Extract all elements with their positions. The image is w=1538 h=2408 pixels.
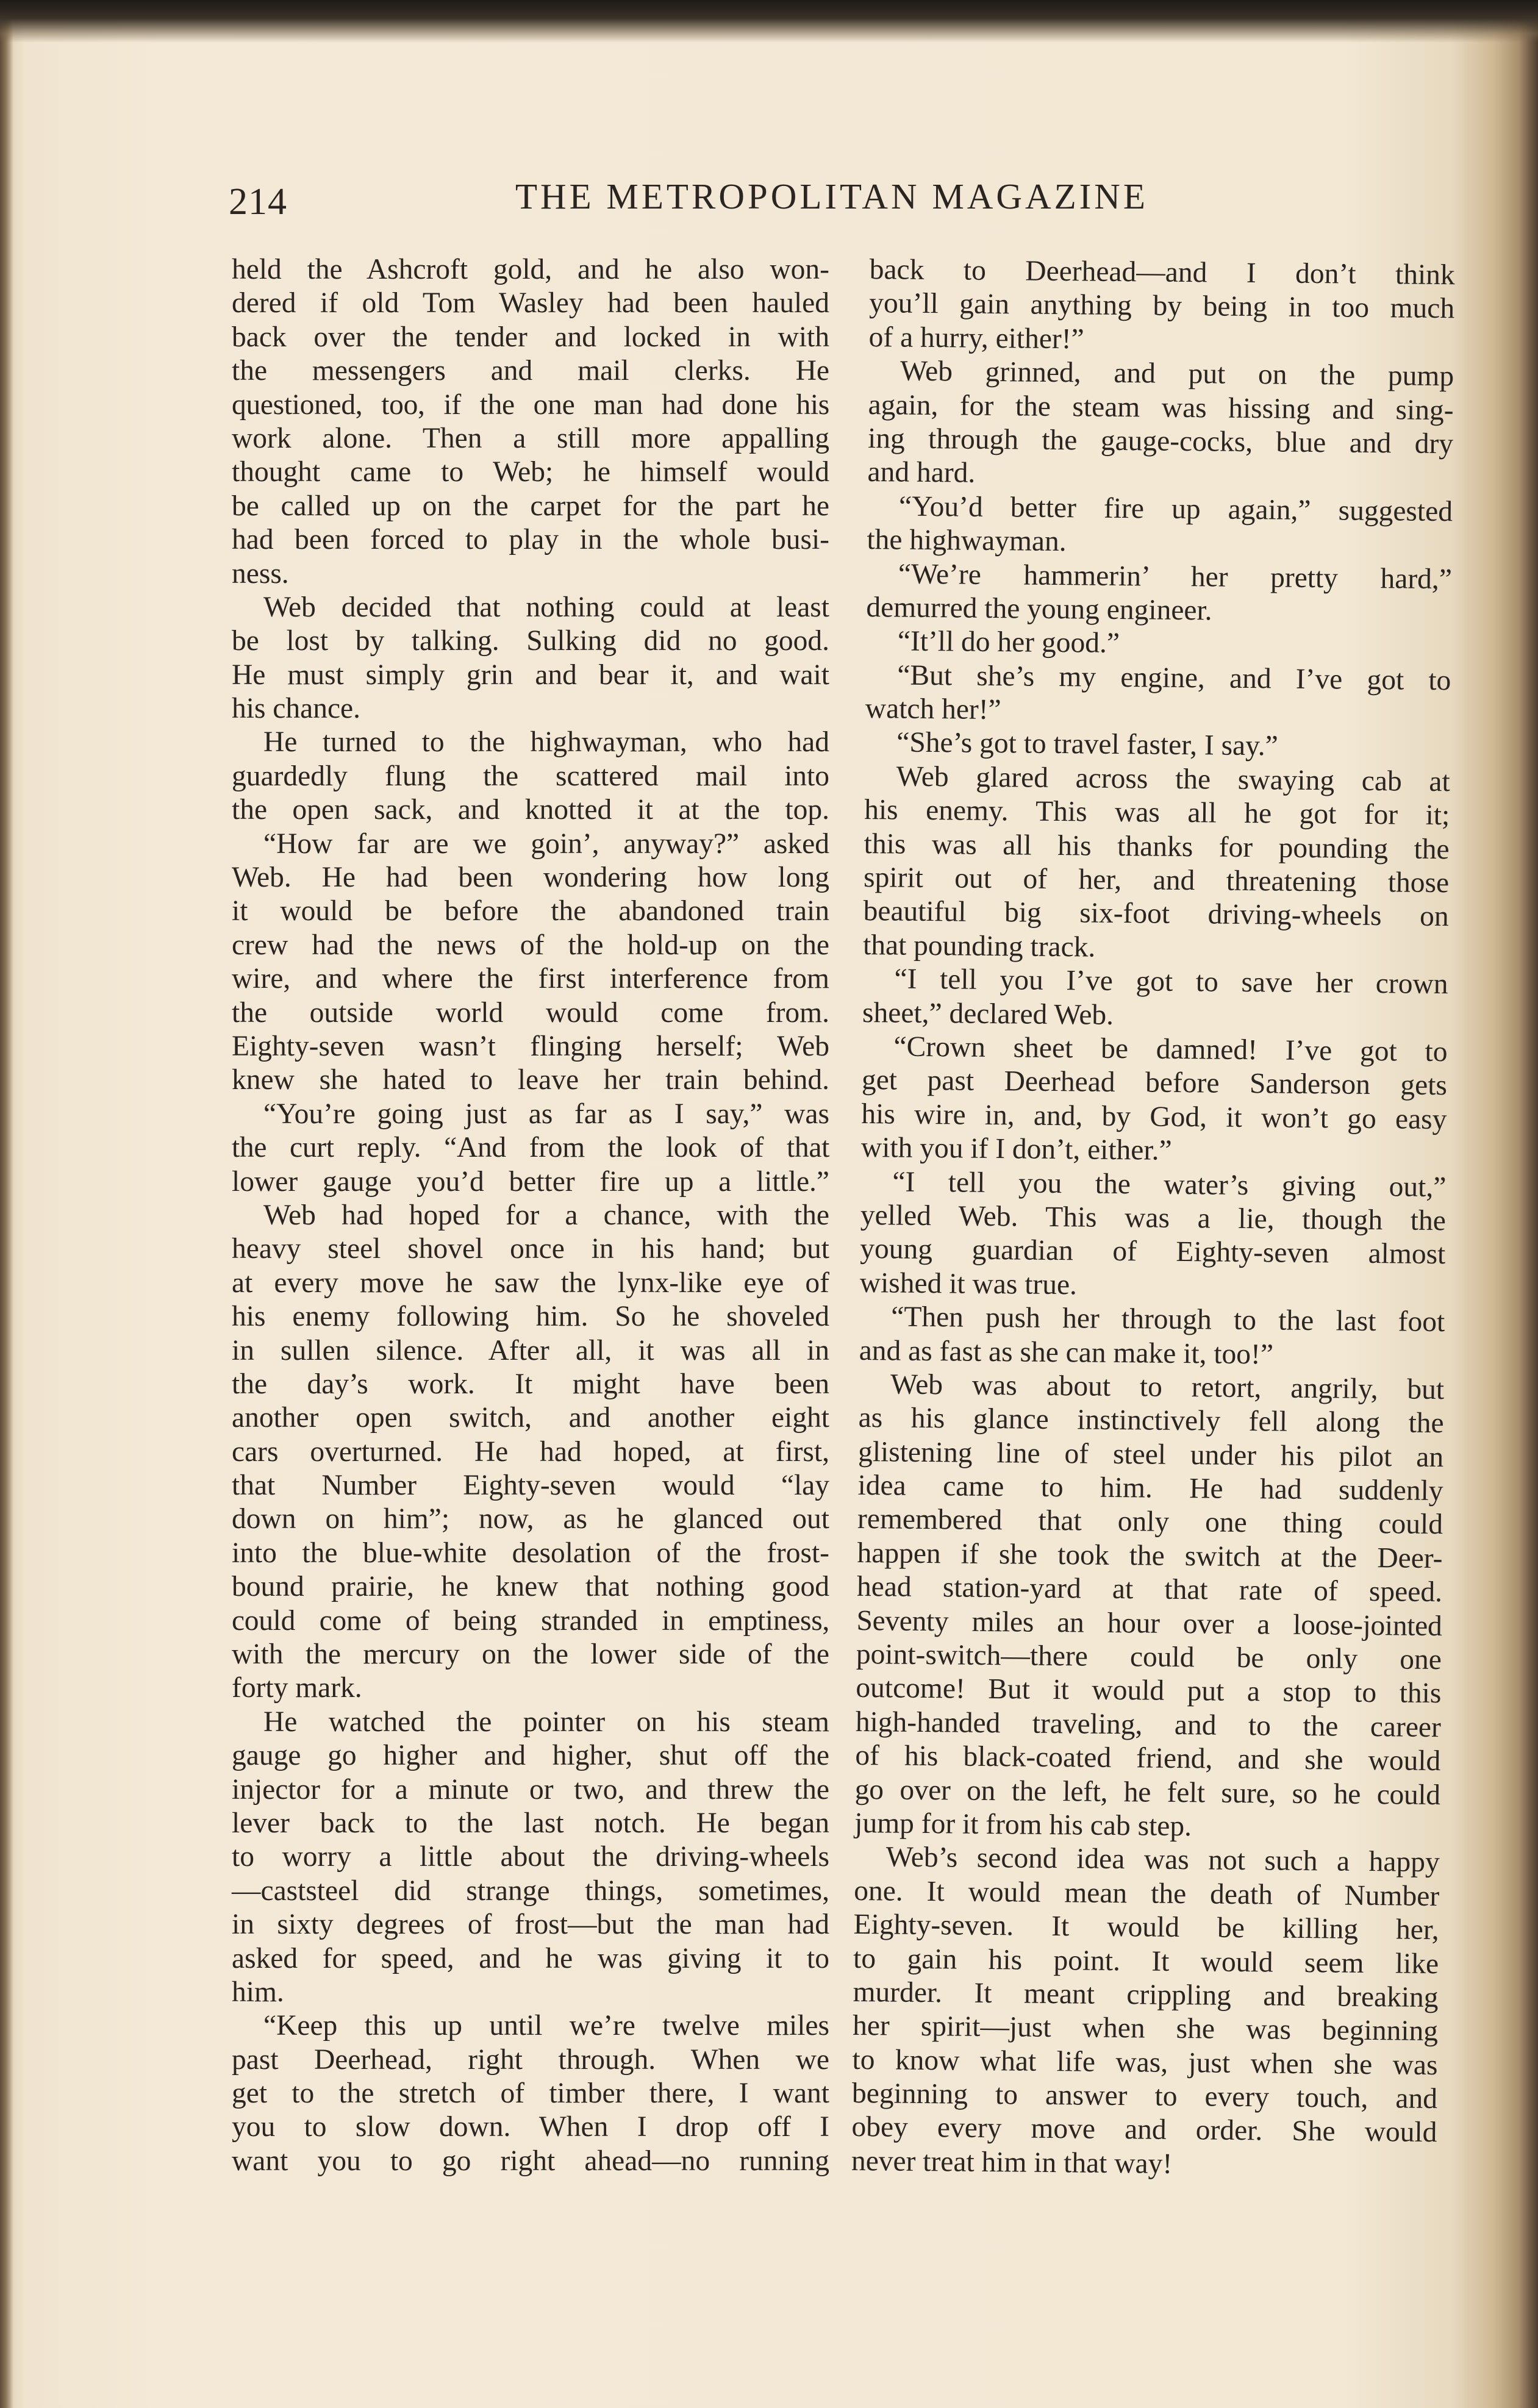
page-number: 214 <box>229 181 287 223</box>
text-line: He watched the pointer on his steam <box>263 1706 829 1738</box>
text-line: of his black-coated friend, and she would <box>855 1740 1441 1777</box>
text-line: “It’ll do her good.” <box>897 625 1120 660</box>
text-line: He must simply grin and bear it, and wait <box>232 659 829 691</box>
text-line: young guardian of Eighty-seven almost <box>860 1233 1446 1271</box>
text-line: of a hurry, either!” <box>868 321 1084 355</box>
text-line: back over the tender and locked in with <box>232 321 829 353</box>
text-line: ing through the gauge-cocks, blue and dry <box>867 422 1454 460</box>
text-line: the day’s work. It might have been <box>232 1368 829 1400</box>
text-line: his enemy. This was all he got for it; <box>864 794 1450 832</box>
text-line: He turned to the highwayman, who had <box>263 726 829 759</box>
text-line: Seventy miles an hour over a loose-jointed <box>856 1604 1442 1642</box>
text-line: the open sack, and knotted it at the top. <box>232 794 829 826</box>
text-line: “We’re hammerin’ her pretty hard,” <box>898 557 1453 595</box>
left-text-column <box>232 253 829 2178</box>
text-line: that pounding track. <box>862 929 1096 963</box>
text-line: —caststeel did strange things, sometimes, <box>232 1874 829 1907</box>
text-line: Web had hoped for a chance, with the <box>263 1199 829 1231</box>
text-line: his chance. <box>232 693 361 725</box>
text-line: “I tell you I’ve got to save her crown <box>894 963 1448 1001</box>
text-line: with the mercury on the lower side of the <box>232 1638 829 1671</box>
text-line: glistening line of steel under his pilot an <box>857 1435 1444 1473</box>
text-line: to worry a little about the driving-wheels <box>232 1841 829 1873</box>
text-line: the curt reply. “And from the look of that <box>232 1132 829 1164</box>
text-line: Eighty-seven wasn’t flinging herself; Web <box>232 1030 829 1062</box>
text-line: point-switch—there could be only one <box>856 1638 1442 1676</box>
text-line: be lost by talking. Sulking did no good. <box>232 625 829 657</box>
text-line: and hard. <box>867 456 976 490</box>
text-line: “Crown sheet be damned! I’ve got to <box>893 1031 1448 1068</box>
text-line: spirit out of her, and threatening those <box>863 861 1450 899</box>
text-line: Web’s second idea was not such a happy <box>885 1841 1440 1879</box>
text-line: one. It would mean the death of Number <box>853 1874 1440 1912</box>
text-line: could come of being stranded in emptiness, <box>232 1604 829 1637</box>
text-line: to know what life was, just when she was <box>852 2043 1438 2081</box>
text-line: held the Ashcroft gold, and he also won- <box>232 254 829 285</box>
text-line: this was all his thanks for pounding the <box>864 827 1450 865</box>
text-line: asked for speed, and he was giving it to <box>232 1942 829 1974</box>
text-line: back to Deerhead—and I don’t think <box>869 253 1455 291</box>
text-line: Web grinned, and put on the pump <box>900 355 1454 393</box>
text-line: his enemy following him. So he shoveled <box>232 1301 829 1333</box>
text-line: idea came to him. He had suddenly <box>857 1469 1443 1507</box>
text-line: work alone. Then a still more appalling <box>232 422 829 454</box>
text-line: “But she’s my engine, and I’ve got to <box>897 659 1451 696</box>
text-line: at every move he saw the lynx-like eye of <box>232 1267 829 1299</box>
text-line: again, for the steam was hissing and sing- <box>868 388 1454 426</box>
text-line: Web. He had been wondering how long <box>232 862 829 894</box>
text-line: watch her!” <box>865 693 1001 726</box>
text-line: lower gauge you’d better fire up a little.” <box>232 1165 829 1198</box>
text-line: the messengers and mail clerks. He <box>232 355 829 387</box>
text-line: as his glance instinctively fell along the <box>858 1402 1444 1440</box>
text-line: in sixty degrees of frost—but the man had <box>232 1909 829 1941</box>
text-line: “You’d better fire up again,” suggested <box>898 490 1453 527</box>
text-line: beautiful big six-foot driving-wheels on <box>863 895 1449 933</box>
text-line: ness. <box>232 557 289 590</box>
text-line: happen if she took the switch at the Deer- <box>857 1537 1443 1574</box>
text-line: down on him”; now, as he glanced out <box>232 1503 829 1535</box>
text-line: remembered that only one thing could <box>857 1503 1443 1541</box>
text-line: that Number Eighty-seven would “lay <box>232 1470 829 1502</box>
text-line: to gain his point. It would seem like <box>853 1942 1439 1980</box>
text-line: bound prairie, he knew that nothing good <box>232 1571 829 1603</box>
text-line: Eighty-seven. It would be killing her, <box>853 1909 1439 1946</box>
right-text-column <box>851 253 1455 2184</box>
text-line: never treat him in that way! <box>851 2145 1173 2180</box>
text-line: crew had the news of the hold-up on the <box>232 929 829 961</box>
running-head: THE METROPOLITAN MAGAZINE <box>515 176 1148 216</box>
text-line: Web was about to retort, angrily, but <box>890 1368 1445 1406</box>
text-line: sheet,” declared Web. <box>862 996 1114 1031</box>
text-line: lever back to the last notch. He began <box>232 1807 829 1839</box>
text-line: her spirit—just when she was beginning <box>852 2010 1439 2048</box>
text-line: “You’re going just as far as I say,” was <box>263 1098 829 1130</box>
text-line: head station-yard at that rate of speed. <box>856 1571 1443 1609</box>
text-line: forty mark. <box>232 1672 362 1704</box>
text-line: past Deerhead, right through. When we <box>232 2043 829 2076</box>
text-line: want you to go right ahead—no running <box>232 2145 829 2177</box>
text-line: go over on the left, he felt sure, so he could <box>854 1773 1441 1811</box>
text-line: guardedly flung the scattered mail into <box>232 760 829 792</box>
text-line: wished it was true. <box>859 1267 1078 1301</box>
text-line: Web glared across the swaying cab at <box>896 760 1450 798</box>
text-line: with you if I don’t, either.” <box>860 1132 1172 1166</box>
text-line: the outside world would come from. <box>232 996 829 1029</box>
text-line: outcome! But it would put a stop to this <box>856 1672 1442 1710</box>
text-line: get past Deerhead before Sanderson gets <box>861 1064 1448 1102</box>
text-line: demurred the young engineer. <box>866 591 1212 627</box>
text-line: high-handed traveling, and to the career <box>855 1706 1442 1743</box>
text-line: gauge go higher and higher, shut off the <box>232 1740 829 1772</box>
text-line: “She’s got to travel faster, I say.” <box>896 726 1279 762</box>
page-gutter-edge <box>0 0 13 2408</box>
text-line: thought came to Web; he himself would <box>232 456 829 488</box>
text-line: murder. It meant crippling and breaking <box>853 1976 1439 2014</box>
text-line: the highwayman. <box>867 524 1067 558</box>
text-line: be called up on the carpet for the part he <box>232 490 829 522</box>
text-line: heavy steel shovel once in his hand; but <box>232 1233 829 1265</box>
text-line: and as fast as she can make it, too!” <box>859 1334 1274 1370</box>
text-line: knew she hated to leave her train behind. <box>232 1064 829 1096</box>
text-line: obey every move and order. She would <box>851 2111 1437 2149</box>
text-line: jump for it from his cab step. <box>854 1807 1192 1843</box>
text-line: “How far are we goin’, anyway?” asked <box>263 827 829 860</box>
text-line: yelled Web. This was a lie, though the <box>860 1199 1447 1237</box>
text-line: into the blue-white desolation of the frost- <box>232 1537 829 1569</box>
text-line: it would be before the abandoned train <box>232 895 829 927</box>
text-line: him. <box>232 1976 284 2008</box>
text-line: get to the stretch of timber there, I want <box>232 2078 829 2110</box>
text-line: cars overturned. He had hoped, at first, <box>232 1435 829 1468</box>
text-line: “Then push her through to the last foot <box>891 1301 1445 1338</box>
text-line: had been forced to play in the whole busi- <box>232 524 829 556</box>
text-line: you to slow down. When I drop off I <box>232 2111 829 2143</box>
text-line: in sullen silence. After all, it was all in <box>232 1334 829 1367</box>
page-top-shadow <box>0 0 1538 43</box>
text-line: “Keep this up until we’re twelve miles <box>263 2010 829 2042</box>
text-line: “I tell you the water’s giving out,” <box>892 1165 1447 1203</box>
text-line: his wire in, and, by God, it won’t go easy <box>861 1098 1447 1135</box>
text-line: you’ll gain anything by being in too much <box>868 287 1455 325</box>
text-line: beginning to answer to every touch, and <box>851 2077 1438 2115</box>
text-line: questioned, too, if the one man had done his <box>232 388 829 421</box>
text-line: Web decided that nothing could at least <box>263 591 829 623</box>
text-line: injector for a minute or two, and threw the <box>232 1773 829 1806</box>
text-line: another open switch, and another eight <box>232 1402 829 1434</box>
text-line: wire, and where the first interference from <box>232 963 829 995</box>
text-line: dered if old Tom Wasley had been hauled <box>232 287 829 320</box>
page-header <box>229 176 1461 230</box>
